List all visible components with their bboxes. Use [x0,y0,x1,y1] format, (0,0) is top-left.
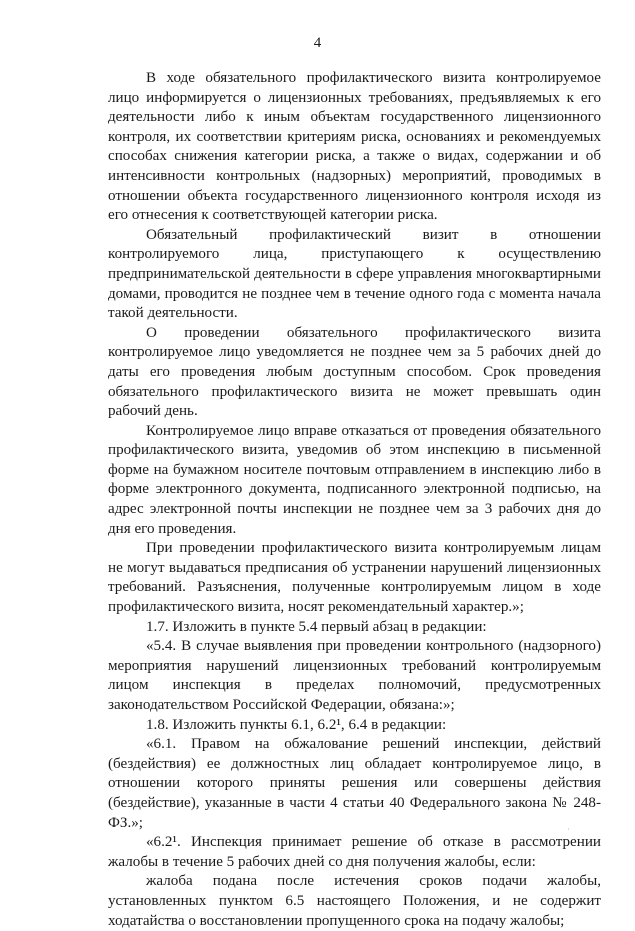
paragraph-item-1-7: 1.7. Изложить в пункте 5.4 первый абзац в редакции: [146,618,487,635]
document-body [108,69,601,931]
paragraph-visit-refusal: Контролируемое лицо вправе отказаться от проведения обязательного профилактического визита, уведомив об этом инспекцию в письменной форме на бумажном носителе почтовым отправлением в инспекцию либо в форме электронного документа, подписанного электронной подписью, на адрес электронной почты инспекции не позднее чем за 3 рабочих дня до дня его проведения. [108,422,601,537]
paragraph-complaint-late: жалоба подана после истечения сроков подачи жалобы, установленных пунктом 6.5 настоящего Положения, и не содержит ходатайства о восстановлении пропущенного срока на подачу жалобы; [108,873,601,929]
paragraph-visit-timing: Обязательный профилактический визит в отношении контролируемого лица, приступающего к осуществлению предпринимательской деятельности в сфере управления многоквартирными домами, проводится не позднее чем в течение одного года с момента начала такой деятельности. [108,226,601,322]
paragraph-item-1-8: 1.8. Изложить пункты 6.1, 6.2¹, 6.4 в редакции: [146,716,447,733]
paragraph-visit-recommendations: При проведении профилактического визита контролируемым лицам не могут выдаваться предписания об устранении нарушений лицензионных требований. Разъяснения, полученные контролируемым лицом в ходе профилактического визита, носят рекомендательный характер.»; [108,540,601,616]
scan-speck: · [567,825,570,834]
page-number: 4 [313,35,322,51]
paragraph-visit-notification: О проведении обязательного профилактического визита контролируемое лицо уведомляется не позднее чем за 5 рабочих дней до даты его проведения любым доступным способом. Срок проведения обязательного профилактического визита не может превышать один рабочий день. [108,324,601,420]
paragraph-visit-information: В ходе обязательного профилактического визита контролируемое лицо информируется о лицензионных требованиях, предъявляемых к его деятельности либо к иным объектам государственного лицензионного контроля, их соответствии критериям риска, основаниях и рекомендуемых способах снижения категории риска, а также о видах, содержании и об интенсивности контрольных (надзорных) мероприятий, проводимых в отношении объекта государственного лицензионного контроля исходя из его отнесения к соответствующей категории риска. [108,70,601,224]
paragraph-clause-6-1: «6.1. Правом на обжалование решений инспекции, действий (бездействия) ее должностных лиц обладает контролируемое лицо, в отношении которого приняты решения или совершены действия (бездействие), указанные в части 4 статьи 40 Федерального закона № 248-ФЗ.»; [108,736,601,831]
paragraph-clause-5-4: «5.4. В случае выявления при проведении контрольного (надзорного) мероприятия нарушений лицензионных требований контролируемым лицом инспекция в пределах полномочий, предусмотренных законодательством Российской Федерации, обязана:»; [108,638,601,713]
paragraph-clause-6-2-1: «6.2¹. Инспекция принимает решение об отказе в рассмотрении жалобы в течение 5 рабочих дней со дня получения жалобы, если: [108,834,601,870]
